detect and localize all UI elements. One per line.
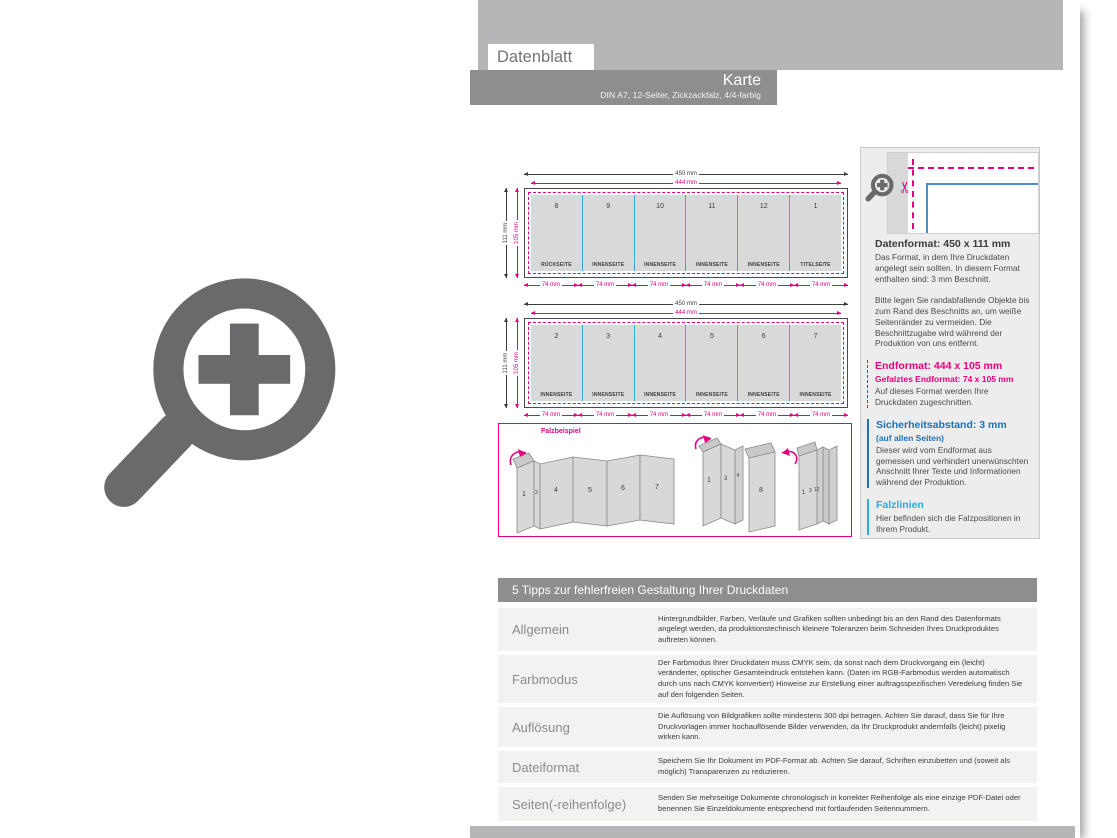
zoom-plus-icon[interactable] (95, 262, 357, 558)
svg-text:3: 3 (535, 490, 538, 496)
height-dimension-inner: 105 mm (513, 188, 521, 278)
cut-line-vertical (912, 159, 914, 229)
height-dimension-outer: 111 mm (502, 188, 510, 278)
svg-text:5: 5 (588, 487, 592, 494)
scissors-icon: ✂ (897, 180, 915, 194)
svg-text:8: 8 (759, 487, 763, 494)
title-bar (470, 70, 777, 105)
fold-example-box (498, 423, 852, 537)
panel-width-dimensions: 74 mm 74 mm 74 mm 74 mm 74 mm 74 mm (524, 280, 848, 290)
product-title: Karte (722, 72, 761, 89)
panel-9: 9 INNENSEITE (582, 195, 634, 271)
fold-stage-1-accordion (507, 438, 687, 534)
footer-band (470, 826, 1075, 838)
datenblatt-tab: Datenblatt (488, 44, 594, 70)
svg-text:7: 7 (655, 484, 659, 491)
endformat-line-horizontal (926, 183, 1038, 185)
panel-8: 8 RÜCKSEITE (531, 195, 582, 271)
svg-text:3: 3 (809, 488, 812, 494)
tip-label: Dateiformat (512, 759, 580, 775)
panel-5: 5 INNENSEITE (685, 325, 737, 401)
panel-4: 4 INNENSEITE (634, 325, 686, 401)
width-dimension-outer: 450 mm (524, 300, 848, 308)
tips-table (498, 578, 1037, 825)
tip-row-farbmodus (498, 655, 1037, 703)
panel-6: 6 INNENSEITE (737, 325, 789, 401)
sicherheitsabstand-heading: Sicherheitsabstand: 3 mm (876, 418, 1007, 431)
datenformat-body: Das Format, in dem Ihre Druckdaten angelegt sein sollten. In diesem Format enthalten sind: 3 mm Beschnitt. (875, 252, 1020, 284)
sicherheitsabstand-section (867, 419, 1031, 488)
endformat-line-vertical (926, 183, 928, 233)
sheet-diagram-bottom (500, 300, 848, 428)
panel-3: 3 INNENSEITE (582, 325, 634, 401)
svg-text:4: 4 (554, 487, 558, 494)
tip-label: Farbmodus (512, 671, 578, 687)
tip-label: Allgemein (512, 622, 570, 637)
datenformat-heading: Datenformat: 450 x 111 mm (875, 238, 1011, 250)
tip-row-dateiformat (498, 751, 1037, 783)
datasheet-page (468, 0, 1080, 838)
svg-text:1: 1 (522, 491, 526, 498)
tip-label: Seiten(-reihenfolge) (512, 796, 627, 812)
panel-width-dimensions: 74 mm 74 mm 74 mm 74 mm 74 mm 74 mm (524, 410, 848, 420)
dataformat-rect (524, 188, 848, 278)
zoom-icon (864, 172, 896, 208)
falzlinien-section (867, 499, 1031, 535)
tip-row-allgemein (498, 608, 1037, 651)
info-sidebar (860, 147, 1040, 539)
falzlinien-body: Hier befinden sich die Falzpositionen in Ihrem Produkt. (876, 512, 1021, 534)
bleed-line (528, 322, 844, 404)
product-subtitle: DIN A7, 12-Seiter, Zickzackfalz, 4/4-farbig (600, 90, 761, 100)
sheet-diagram-top (500, 170, 848, 298)
svg-text:1: 1 (707, 477, 711, 484)
tip-text: Der Farbmodus Ihrer Druckdaten muss CMYK sein, da sonst nach dem Druckvorgang ein (leicht) veränderter, optischer Gesamteindruck entstehen kann. (Daten im RGB-Farbmodus werden automatisch durch uns nach CMYK konvertiert) Hinweise zur Erstellung einer auftragsspezifischen Veredelung finden Sie auf den folgenden Seiten. (658, 657, 1023, 699)
falzlinien-heading: Falzlinien (876, 498, 924, 511)
panel-12: 12 INNENSEITE (737, 195, 789, 271)
panel-7: 7 INNENSEITE (789, 325, 841, 401)
tip-text: Hintergrundbilder, Farben, Verläufe und Grafiken sollten unbedingt bis an den Rand des Datenformats angelegt werden, da produktionstechnisch kleinere Toleranzen beim Schneiden Ihres Druckproduktes auftreten können. (658, 613, 1001, 644)
tips-title: 5 Tipps zur fehlerfreien Gestaltung Ihrer Druckdaten (498, 578, 1037, 602)
height-dimension-outer: 111 mm (502, 318, 510, 408)
sicherheitsabstand-body: Dieser wird vom Endformat aus gemessen und verhindert unerwünschten Anschnitt Ihrer Texte und Informationen während der Produktion. (876, 444, 1029, 488)
endformat-heading: Endformat: 444 x 105 mm (875, 360, 1003, 373)
beschnitt-body: Bitte legen Sie randabfallende Objekte bis zum Rand des Beschnitts an, um weiße Seitenränder zu vermeiden. Die Beschnittzugabe wird während der Produktion von uns entfernt. (875, 295, 1030, 349)
endformat-body: Auf dieses Format werden Ihre Druckdaten zugeschnitten. (875, 386, 989, 408)
bleed-line (528, 192, 844, 274)
panel-1: 1 TITELSEITE (789, 195, 841, 271)
panel-2: 2 INNENSEITE (531, 325, 582, 401)
svg-text:12: 12 (814, 487, 820, 493)
corner-diagram (887, 152, 1039, 234)
width-dimension-inner: 444 mm (531, 309, 841, 317)
svg-text:6: 6 (621, 485, 625, 492)
tip-row-seitenreihenfolge (498, 787, 1037, 821)
panel-10: 10 INNENSEITE (634, 195, 686, 271)
endformat-subheading: Gefalztes Endformat: 74 x 105 mm (875, 374, 1014, 385)
width-dimension-outer: 450 mm (524, 170, 848, 178)
dataformat-rect (524, 318, 848, 408)
tip-row-aufloesung (498, 707, 1037, 747)
width-dimension-inner: 444 mm (531, 179, 841, 187)
tip-label: Auflösung (512, 719, 570, 735)
tip-text: Die Auflösung von Bildgrafiken sollte mindestens 300 dpi betragen. Achten Sie darauf, dass Sie für Ihre Druckvorlagen immer hochauflösende Bilder verwenden, da Ihr Druckprodukt andernfalls (leicht) pixelig wirken kann. (658, 711, 1006, 742)
svg-text:4: 4 (736, 473, 740, 479)
svg-text:1: 1 (802, 490, 806, 496)
fold-stage-3-folded (789, 434, 849, 532)
tip-text: Senden Sie mehrseitige Dokumente chronologisch in korrekter Reihenfolge als eine einzige PDF-Datei oder benennen Sie Einzeldokumente entsprechend mit fortlaufenden Seitennummern. (658, 793, 1021, 813)
svg-text:3: 3 (724, 476, 728, 482)
cut-line-horizontal (908, 167, 1034, 169)
height-dimension-inner: 105 mm (513, 318, 521, 408)
endformat-section (867, 360, 1031, 408)
fold-example-label: Falzbeispiel (541, 428, 581, 435)
sicherheitsabstand-subheading: (auf allen Seiten) (876, 432, 945, 443)
tip-text: Speichern Sie Ihr Dokument im PDF-Format ab. Achten Sie darauf, Schriften einzubetten und (soweit als möglich) Transparenzen zu reduzieren. (658, 756, 1011, 776)
panel-11: 11 INNENSEITE (685, 195, 737, 271)
